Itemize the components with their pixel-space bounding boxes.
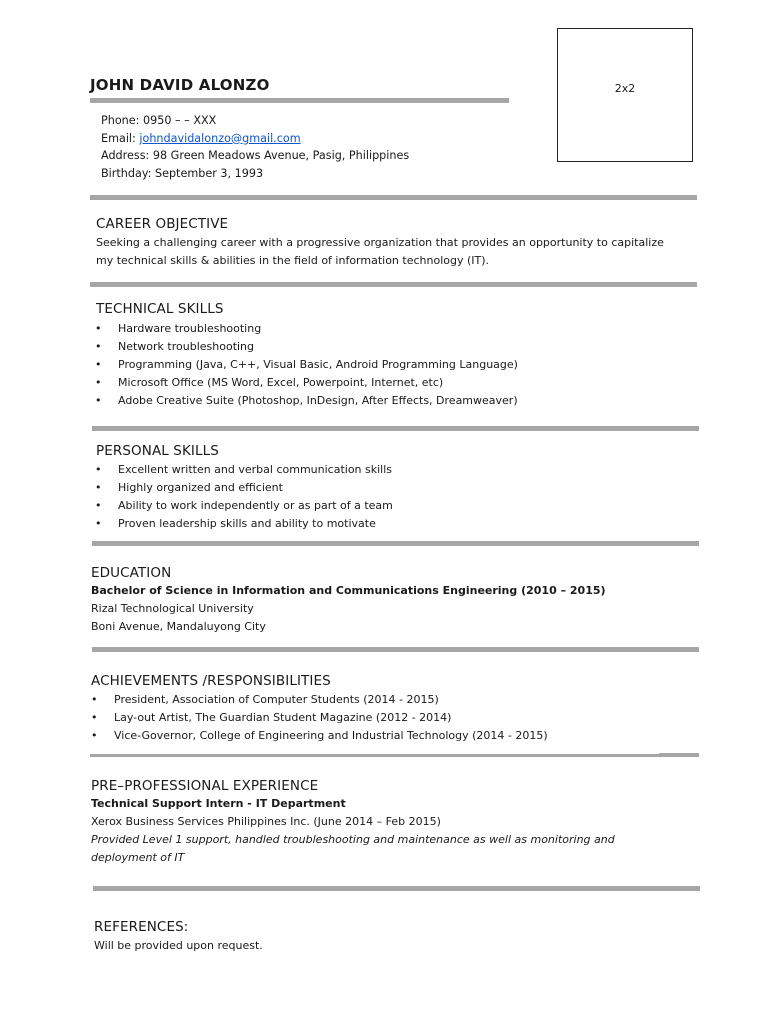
- list-item: • Excellent written and verbal communication skills: [95, 461, 393, 479]
- personal-skills-list: [95, 461, 393, 533]
- contact-block: [101, 112, 409, 182]
- education-location: Boni Avenue, Mandaluyong City: [91, 620, 266, 633]
- career-objective-text: [96, 234, 696, 270]
- email-row: [101, 130, 409, 148]
- education-degree: Bachelor of Science in Information and Communications Engineering (2010 – 2015): [91, 584, 606, 597]
- section-divider: [93, 886, 700, 891]
- section-divider: [90, 754, 699, 757]
- list-item: • Vice-Governor, College of Engineering and Industrial Technology (2014 - 2015): [91, 727, 548, 745]
- photo-placeholder: [557, 28, 693, 162]
- section-divider: [92, 541, 699, 546]
- address-value: 98 Green Meadows Avenue, Pasig, Philippines: [152, 149, 410, 162]
- career-objective-heading: CAREER OBJECTIVE: [96, 216, 229, 232]
- list-item: • Network troubleshooting: [95, 338, 518, 356]
- phone-value: 0950 – – XXX: [143, 114, 217, 127]
- name-divider: [90, 98, 509, 103]
- birthday-row: [101, 165, 409, 183]
- list-item: • Hardware troubleshooting: [95, 320, 518, 338]
- personal-skills-heading: PERSONAL SKILLS: [96, 443, 219, 459]
- list-item: • Lay-out Artist, The Guardian Student Magazine (2012 - 2014): [91, 709, 548, 727]
- phone-row: [101, 112, 409, 130]
- list-item: • Proven leadership skills and ability to motivate: [95, 515, 393, 533]
- experience-heading: PRE–PROFESSIONAL EXPERIENCE: [91, 778, 319, 794]
- photo-size-label: 2x2: [614, 82, 636, 95]
- technical-skills-list: [95, 320, 518, 410]
- objective-line: Seeking a challenging career with a progressive organization that provides an opportunity to capitalize: [96, 236, 664, 249]
- list-item: • Adobe Creative Suite (Photoshop, InDesign, After Effects, Dreamweaver): [95, 392, 518, 410]
- list-item: • Programming (Java, C++, Visual Basic, Android Programming Language): [95, 356, 518, 374]
- experience-details: [91, 795, 615, 867]
- email-link[interactable]: johndavidalonzo@gmail.com: [139, 131, 301, 145]
- education-details: [91, 582, 606, 636]
- experience-company: Xerox Business Services Philippines Inc. (June 2014 – Feb 2015): [91, 815, 441, 828]
- birthday-value: September 3, 1993: [154, 166, 264, 180]
- section-divider-accent: [659, 753, 699, 757]
- technical-skills-heading: TECHNICAL SKILLS: [96, 301, 224, 317]
- address-row: [101, 147, 409, 165]
- section-divider: [90, 282, 697, 287]
- achievements-list: [91, 691, 548, 745]
- section-divider: [92, 647, 699, 652]
- education-school: Rizal Technological University: [91, 602, 254, 615]
- section-divider: [90, 195, 697, 200]
- experience-description-line: deployment of IT: [91, 851, 185, 864]
- phone-label: Phone:: [101, 114, 140, 127]
- section-divider: [92, 426, 699, 431]
- references-text: Will be provided upon request.: [94, 939, 263, 952]
- email-label: Email:: [101, 131, 136, 145]
- birthday-label: Birthday:: [101, 166, 152, 180]
- list-item: • Microsoft Office (MS Word, Excel, Powerpoint, Internet, etc): [95, 374, 518, 392]
- experience-description-line: Provided Level 1 support, handled troubleshooting and maintenance as well as monitoring and: [91, 833, 615, 846]
- education-heading: EDUCATION: [91, 565, 172, 581]
- applicant-name: JOHN DAVID ALONZO: [90, 76, 270, 94]
- achievements-heading: ACHIEVEMENTS /RESPONSIBILITIES: [91, 673, 331, 689]
- list-item: • President, Association of Computer Students (2014 - 2015): [91, 691, 548, 709]
- experience-title: Technical Support Intern - IT Department: [91, 797, 346, 810]
- address-label: Address:: [101, 149, 150, 162]
- objective-line: my technical skills & abilities in the field of information technology (IT).: [96, 254, 490, 267]
- list-item: • Highly organized and efficient: [95, 479, 393, 497]
- list-item: • Ability to work independently or as part of a team: [95, 497, 393, 515]
- references-heading: REFERENCES:: [94, 919, 189, 935]
